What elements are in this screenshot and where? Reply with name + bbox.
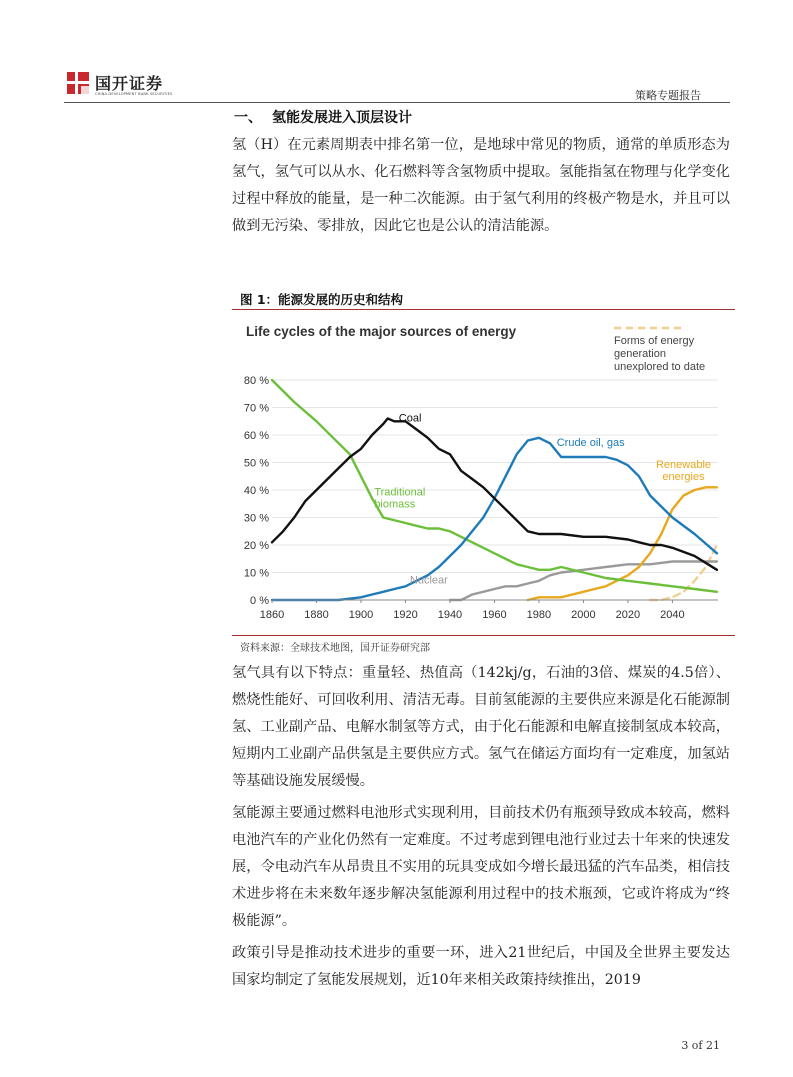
y-tick-label: 50 %	[243, 457, 269, 470]
biomass-series-line	[272, 380, 717, 592]
x-tick-label: 1920	[393, 609, 418, 621]
y-tick-label: 20 %	[243, 540, 269, 552]
company-name-cn: 国开证券	[95, 74, 164, 93]
legend-note-text: unexplored to date	[614, 361, 706, 373]
paragraph-policy: 政策引导是推动技术进步的重要一环，进入21世纪后，中国及全世界主要发达国家均制定了氢能发展规划，近10年来相关政策持续推出，2019	[232, 945, 730, 988]
chart-legend	[614, 328, 705, 373]
figure-bottom-rule	[232, 635, 735, 636]
x-tick-label: 1960	[482, 609, 507, 621]
section-number: 一、	[234, 110, 262, 126]
y-tick-label: 70 %	[243, 402, 269, 415]
y-tick-label: 60 %	[243, 430, 269, 442]
paragraph-hydrogen-features: 氢气具有以下特点：重量轻、热值高（142kj/g，石油的3倍、煤炭的4.5倍）、燃烧性能好、可回收利用、清洁无毒。目前氢能源的主要供应来源是化石能源制氢、工业副产品、电解水制氢等方式，由于化石能源和电解直接制氢成本较高，短期内工业副产品供氢是主要供应方式。氢气在储运方面均有一定难度，加氢站等基础设施发展缓慢。	[232, 665, 730, 789]
figure-source: 资料来源：全球技术地图，国开证券研究部	[240, 643, 430, 654]
y-tick-label: 40 %	[243, 485, 269, 497]
page-number: 3 of 21	[681, 1039, 720, 1052]
x-tick-label: 1940	[437, 609, 463, 621]
section-title-text: 氢能发展进入顶层设计	[272, 110, 412, 126]
paragraph-hydrogen-intro: 氢（H）在元素周期表中排名第一位，是地球中常见的物质，通常的单质形态为氢气，氢气可以从水、化石燃料等含氢物质中提取。氢能指氢在物理与化学变化过程中释放的能量，是一种二次能源。由于氢气利用的终极产物是水，并且可以做到无污染、零排放，因此它也是公认的清洁能源。	[232, 137, 730, 234]
renewable-label: energies	[662, 471, 705, 483]
x-tick-label: 1860	[259, 609, 285, 621]
chart-title: Life cycles of the major sources of energy	[246, 324, 517, 339]
y-tick-label: 0 %	[250, 595, 269, 607]
x-tick-label: 1980	[526, 609, 552, 621]
company-name-en: CHINA DEVELOPMENT BANK SECURITIES	[95, 92, 173, 96]
coal-label: Coal	[398, 412, 422, 425]
legend-note-text: Forms of energy	[614, 335, 695, 347]
section-title	[234, 107, 412, 127]
x-tick-label: 1880	[304, 609, 329, 621]
biomass-label: biomass	[374, 498, 416, 511]
x-tick-label: 2040	[660, 609, 685, 621]
y-tick-label: 10 %	[243, 567, 269, 580]
biomass-label: Traditional	[374, 486, 426, 499]
header-divider	[64, 102, 730, 103]
y-tick-label: 80 %	[243, 375, 269, 387]
renewable-series-line	[528, 487, 717, 600]
x-tick-label: 2020	[615, 609, 641, 621]
energy-lifecycle-chart	[232, 312, 735, 634]
paragraph-fuel-cell: 氢能源主要通过燃料电池形式实现利用，目前技术仍有瓶颈导致成本较高，燃料电池汽车的产业化仍然有一定难度。不过考虑到锂电池行业过去十年来的快速发展，令电动汽车从昂贵且不实用的玩具变成如今增长最迅猛的汽车品类，相信技术进步将在未来数年逐步解决氢能源利用过程中的技术瓶颈，它或许将成为“终极能源”。	[232, 805, 730, 929]
nuclear-label: Nuclear	[409, 574, 448, 587]
oil-label: Crude oil, gas	[556, 437, 625, 449]
renewable-label: Renewable	[655, 459, 712, 471]
x-tick-label: 1900	[348, 609, 374, 621]
company-logo-mark	[67, 72, 89, 94]
report-type: 策略专题报告	[635, 89, 701, 102]
y-tick-label: 30 %	[243, 512, 269, 525]
legend-note-text: generation	[614, 348, 666, 360]
x-tick-label: 2000	[571, 609, 596, 621]
figure-top-rule	[232, 309, 735, 310]
figure-title: 图 1：能源发展的历史和结构	[240, 292, 404, 307]
chart-grid	[272, 380, 718, 573]
